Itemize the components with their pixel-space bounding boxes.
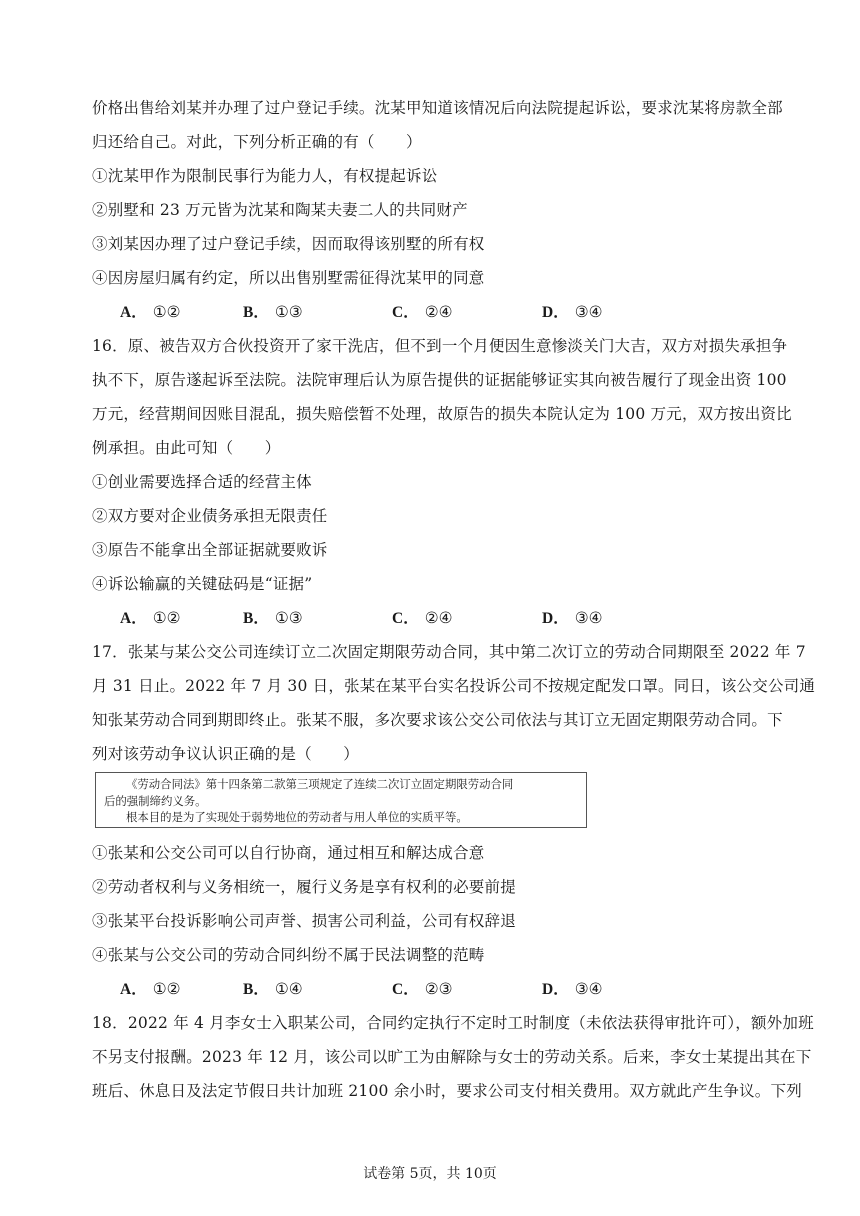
q17-text-line-1: 17．张某与某公交公司连续订立二次固定期限劳动合同，其中第二次订立的劳动合同期限至 2022 年 7 bbox=[92, 643, 806, 661]
law-quote-box bbox=[95, 772, 587, 828]
q16-text-line-4: 例承担。由此可知（ ） bbox=[92, 439, 281, 457]
q16-text-line-2: 执不下，原告遂起诉至法院。法院审理后认为原告提供的证据能够证实其向被告履行了现金出资 100 bbox=[92, 371, 787, 389]
law-quote-line-1: 《劳动合同法》第十四条第二款第三项规定了连续二次订立固定期限劳动合同 bbox=[126, 777, 514, 791]
q15-text-line-1: 价格出售给刘某并办理了过户登记手续。沈某甲知道该情况后向法院提起诉讼，要求沈某将房款全部 bbox=[92, 99, 783, 117]
q15-statement-2: ②别墅和 23 万元皆为沈某和陶某夫妻二人的共同财产 bbox=[92, 201, 468, 219]
q15-text-line-2: 归还给自己。对此，下列分析正确的有（ ） bbox=[92, 133, 422, 151]
q17-statement-1: ①张某和公交公司可以自行协商，通过相互和解达成合意 bbox=[92, 844, 485, 862]
q15-statement-1: ①沈某甲作为限制民事行为能力人，有权提起诉讼 bbox=[92, 167, 438, 185]
q16-statement-2: ②双方要对企业债务承担无限责任 bbox=[92, 507, 328, 525]
q16-option-c[interactable]: C． ②④ bbox=[392, 609, 453, 627]
q15-option-a[interactable]: A． ①② bbox=[120, 303, 181, 321]
q17-text-line-2: 月 31 日止。2022 年 7 月 30 日，张某在某平台实名投诉公司不按规定配发口罩。同日，该公交公司通 bbox=[92, 677, 816, 695]
q16-statement-3: ③原告不能拿出全部证据就要败诉 bbox=[92, 541, 328, 559]
q17-statement-2: ②劳动者权利与义务相统一，履行义务是享有权利的必要前提 bbox=[92, 878, 516, 896]
q16-statement-4: ④诉讼输赢的关键砝码是“证据” bbox=[92, 575, 313, 593]
q15-option-c[interactable]: C． ②④ bbox=[392, 303, 453, 321]
q18-text-line-1: 18．2022 年 4 月李女士入职某公司，合同约定执行不定时工时制度（未依法获得审批许可），额外加班 bbox=[92, 1014, 814, 1032]
q17-statement-4: ④张某与公交公司的劳动合同纠纷不属于民法调整的范畴 bbox=[92, 946, 485, 964]
q17-option-b[interactable]: B． ①④ bbox=[243, 980, 303, 998]
q16-option-a[interactable]: A． ①② bbox=[120, 609, 181, 627]
page-number-footer: 试卷第 5页，共 10页 bbox=[363, 1166, 497, 1182]
q17-text-line-4: 列对该劳动争议认识正确的是（ ） bbox=[92, 745, 359, 763]
law-quote-line-3: 根本目的是为了实现处于弱势地位的劳动者与用人单位的实质平等。 bbox=[126, 810, 468, 824]
q15-statement-3: ③刘某因办理了过户登记手续，因而取得该别墅的所有权 bbox=[92, 235, 485, 253]
q17-statement-3: ③张某平台投诉影响公司声誉、损害公司利益，公司有权辞退 bbox=[92, 912, 516, 930]
q17-text-line-3: 知张某劳动合同到期即终止。张某不服，多次要求该公交公司依法与其订立无固定期限劳动合同。下 bbox=[92, 711, 783, 729]
q16-option-b[interactable]: B． ①③ bbox=[243, 609, 303, 627]
law-quote-line-2: 后的强制缔约义务。 bbox=[104, 793, 207, 808]
q17-option-a[interactable]: A． ①② bbox=[120, 980, 181, 998]
q15-statement-4: ④因房屋归属有约定，所以出售别墅需征得沈某甲的同意 bbox=[92, 269, 485, 287]
q18-text-line-3: 班后、休息日及法定节假日共计加班 2100 余小时，要求公司支付相关费用。双方就此产生争议。下列 bbox=[92, 1082, 802, 1100]
q17-option-c[interactable]: C． ②③ bbox=[392, 980, 453, 998]
q15-option-d[interactable]: D． ③④ bbox=[542, 303, 603, 321]
q15-option-b[interactable]: B． ①③ bbox=[243, 303, 303, 321]
q16-text-line-3: 万元，经营期间因账目混乱，损失赔偿暂不处理，故原告的损失本院认定为 100 万元，双方按出资比 bbox=[92, 405, 792, 423]
q18-text-line-2: 不另支付报酬。2023 年 12 月，该公司以旷工为由解除与女士的劳动关系。后来，李女士某提出其在下 bbox=[92, 1048, 812, 1066]
q16-option-d[interactable]: D． ③④ bbox=[542, 609, 603, 627]
q16-statement-1: ①创业需要选择合适的经营主体 bbox=[92, 473, 312, 491]
q16-text-line-1: 16．原、被告双方合伙投资开了家干洗店，但不到一个月便因生意惨淡关门大吉，双方对损失承担争 bbox=[92, 337, 788, 355]
q17-option-d[interactable]: D． ③④ bbox=[542, 980, 603, 998]
